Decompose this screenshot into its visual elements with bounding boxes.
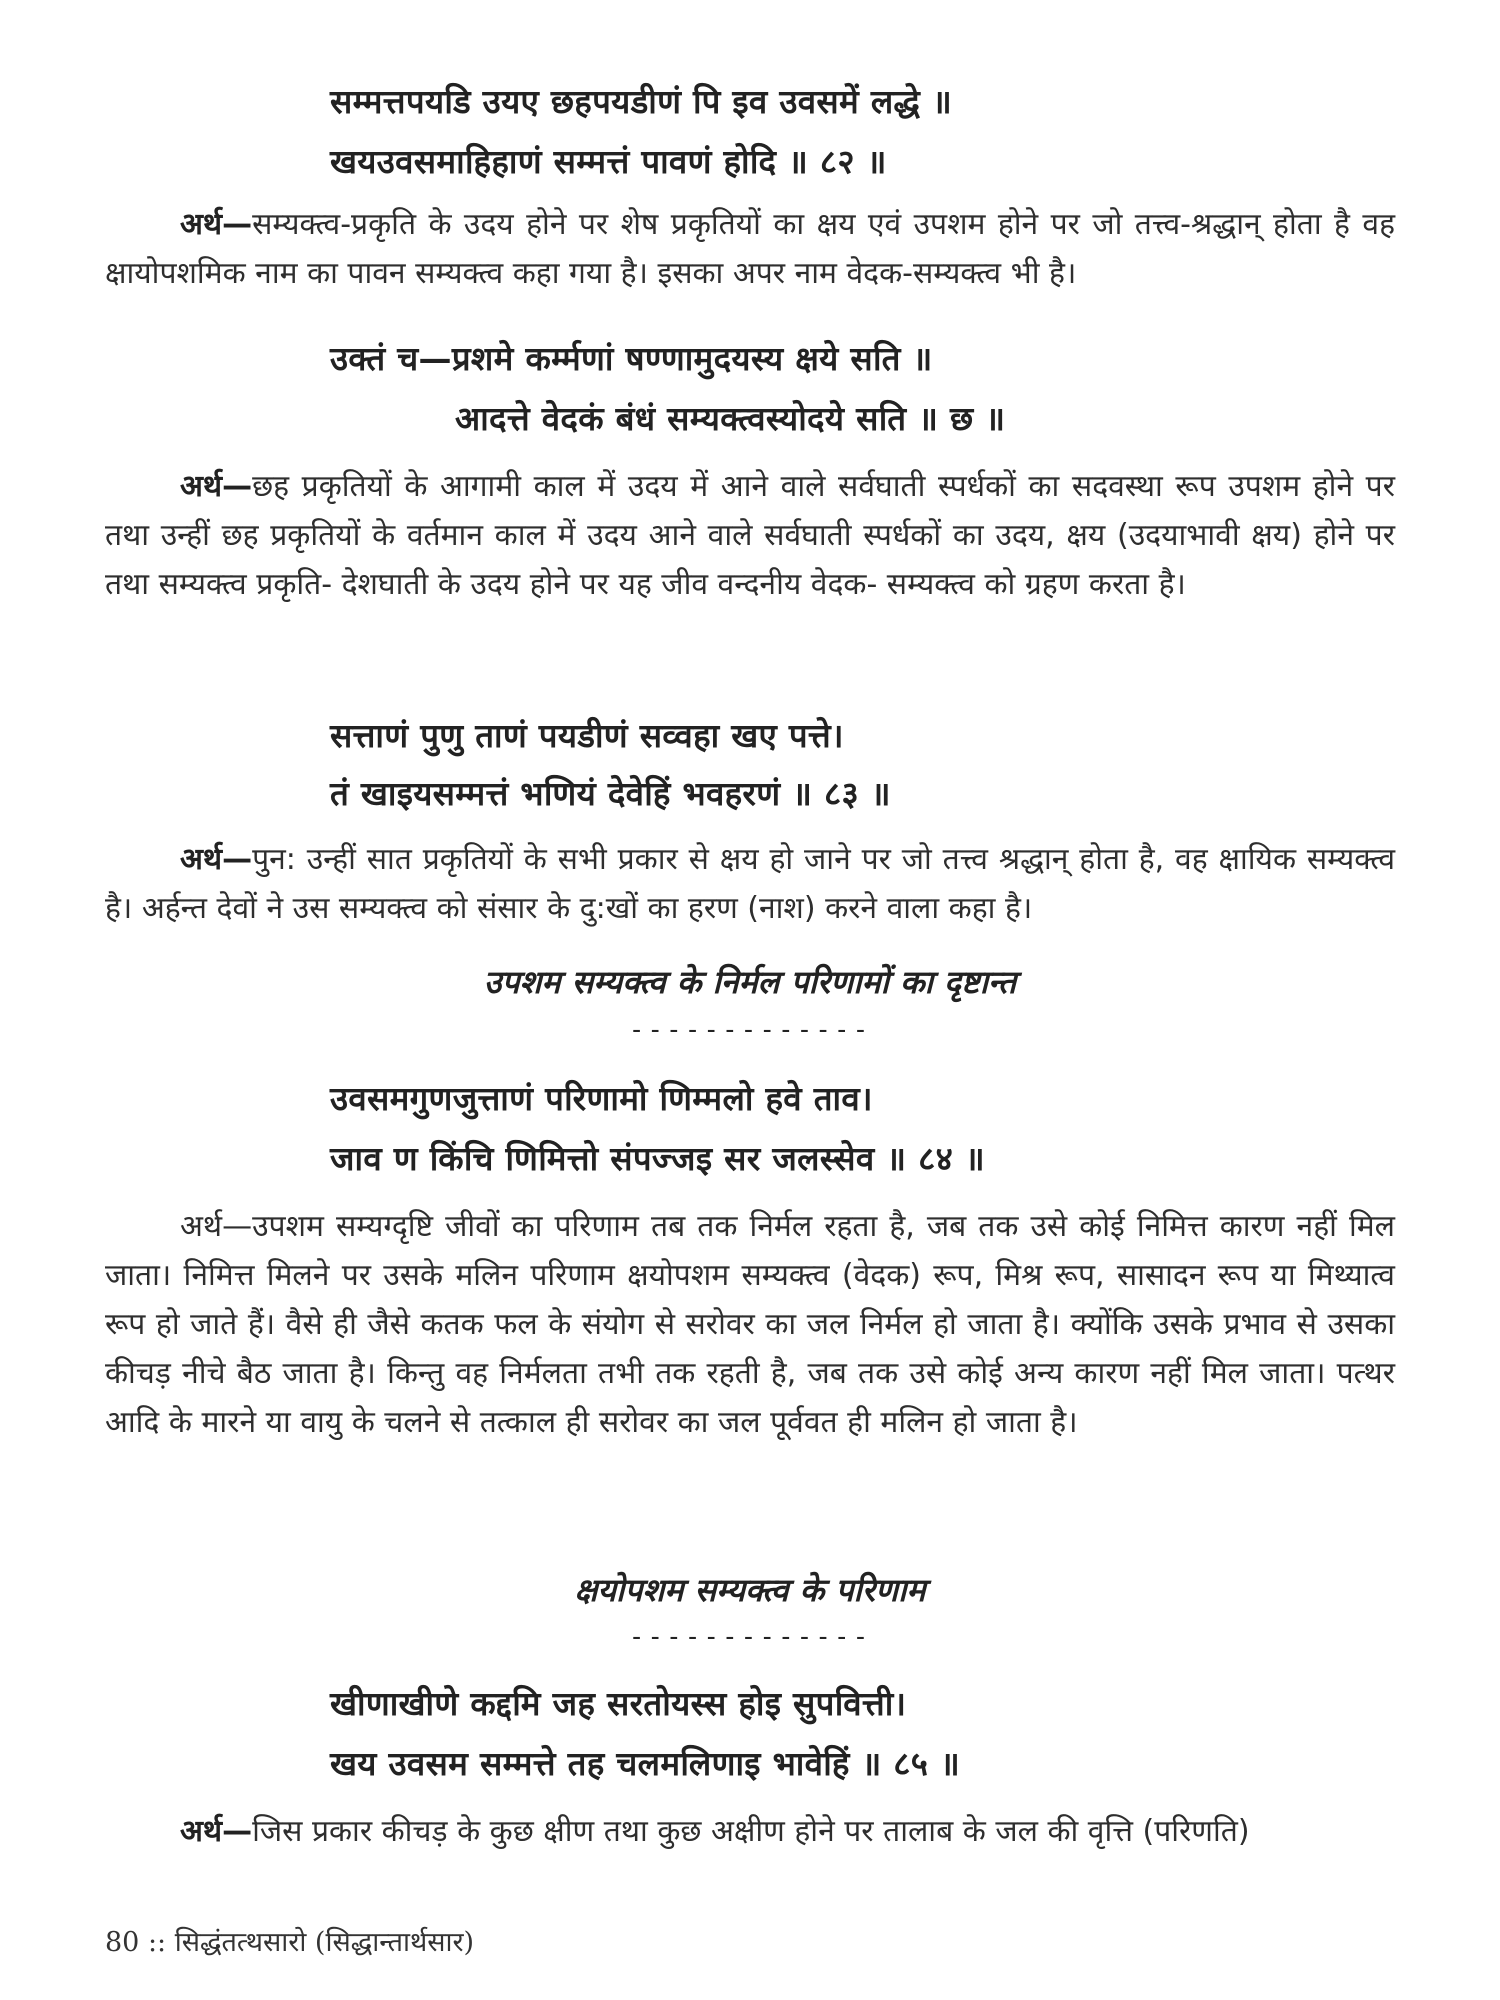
verse-85-line-2: खय उवसम सम्मत्ते तह चलमलिणाइ भावेहिं ॥ ८५ ॥: [330, 1744, 961, 1783]
section-heading-kshayopsham: क्षयोपशम सम्यक्त्व के परिणाम: [574, 1571, 926, 1609]
verse-84-line-1: उवसमगुणजुत्ताणं परिणामो णिम्मलो हवे ताव।: [330, 1079, 873, 1118]
verse-83-line-1: सत्ताणं पुणु ताणं पयडीणं सव्वहा खए पत्ते।: [330, 716, 844, 755]
quote-line-2: आदत्ते वेदकं बंधं सम्यक्त्वस्योदये सति ॥ छ ॥: [455, 399, 1006, 438]
verse-82-line-1: सम्मत्तपयडि उयए छहपयडीणं पि इव उवसमें लद्धे ॥: [330, 82, 953, 121]
meaning-label: अर्थ—: [180, 207, 253, 242]
meaning-label: अर्थ—: [180, 469, 253, 504]
verse-84-line-2: जाव ण किंचि णिमित्तो संपज्जइ सर जलस्सेव ॥ ८४ ॥: [330, 1139, 985, 1178]
verse-83-line-2: तं खाइयसम्मत्तं भणियं देवेहिं भवहरणं ॥ ८३ ॥: [330, 774, 891, 813]
meaning-84: [105, 1202, 1395, 1447]
page-footer: 80 :: सिद्धंतत्थसारो (सिद्धान्तार्थसार): [105, 1927, 475, 1958]
quote-line-1: उक्तं च—प्रशमे कर्म्मणां षण्णामुदयस्य क्षये सति ॥: [330, 339, 933, 378]
section-heading-upsham: उपशम सम्यक्त्व के निर्मल परिणामों का दृष्टान्त: [483, 963, 1017, 1001]
verse-85-line-1: खीणाखीणे कद्दमि जह सरतोयस्स होइ सुपवित्ती।: [330, 1684, 907, 1723]
heading-underline: -------------: [628, 1015, 872, 1045]
heading-underline: -------------: [628, 1622, 872, 1652]
meaning-text: सम्यक्त्व-प्रकृति के उदय होने पर शेष प्रकृतियों का क्षय एवं उपशम होने पर जो तत्त्व-श्रद्धान् होता है वह क्षायोपशमिक नाम का पावन सम्यक्त्व कहा गया है। इसका अपर नाम वेदक-सम्यक्त्व भी है।: [105, 207, 1395, 291]
meaning-text: छह प्रकृतियों के आगामी काल में उदय में आने वाले सर्वघाती स्पर्धकों का सदवस्था रूप उपशम होने पर तथा उन्हीं छह प्रकृतियों के वर्तमान काल में उदय आने वाले सर्वघाती स्पर्धकों का उदय, क्षय (उदयाभावी क्षय) होने पर तथा सम्यक्त्व प्रकृति- देशघाती के उदय होने पर यह जीव वन्दनीय वेदक- सम्यक्त्व को ग्रहण करता है।: [105, 469, 1395, 602]
meaning-text: जिस प्रकार कीचड़ के कुछ क्षीण तथा कुछ अक्षीण होने पर तालाब के जल की वृत्ति (परिणति): [252, 1814, 1250, 1849]
meaning-83: [105, 835, 1395, 933]
meaning-82: [105, 200, 1395, 298]
meaning-85: [105, 1807, 1395, 1856]
meaning-text: उपशम सम्यग्दृष्टि जीवों का परिणाम तब तक निर्मल रहता है, जब तक उसे कोई निमित्त कारण नहीं मिल जाता। निमित्त मिलने पर उसके मलिन परिणाम क्षयोपशम सम्यक्त्व (वेदक) रूप, मिश्र रूप, सासादन रूप या मिथ्यात्व रूप हो जाते हैं। वैसे ही जैसे कतक फल के संयोग से सरोवर का जल निर्मल हो जाता है। क्योंकि उसके प्रभाव से उसका कीचड़ नीचे बैठ जाता है। किन्तु वह निर्मलता तभी तक रहती है, जब तक उसे कोई अन्य कारण नहीं मिल जाता। पत्थर आदि के मारने या वायु के चलने से तत्काल ही सरोवर का जल पूर्ववत ही मलिन हो जाता है।: [105, 1209, 1395, 1440]
verse-82-line-2: खयउवसमाहिहाणं सम्मत्तं पावणं होदि ॥ ८२ ॥: [330, 142, 887, 181]
meaning-label: अर्थ—: [180, 842, 253, 877]
meaning-label: अर्थ—: [180, 1814, 253, 1849]
meaning-text: पुन: उन्हीं सात प्रकृतियों के सभी प्रकार से क्षय हो जाने पर जो तत्त्व श्रद्धान् होता है, वह क्षायिक सम्यक्त्व है। अर्हन्त देवों ने उस सम्यक्त्व को संसार के दु:खों का हरण (नाश) करने वाला कहा है।: [105, 842, 1395, 926]
meaning-quote: [105, 462, 1395, 609]
meaning-label: अर्थ—: [180, 1209, 253, 1244]
